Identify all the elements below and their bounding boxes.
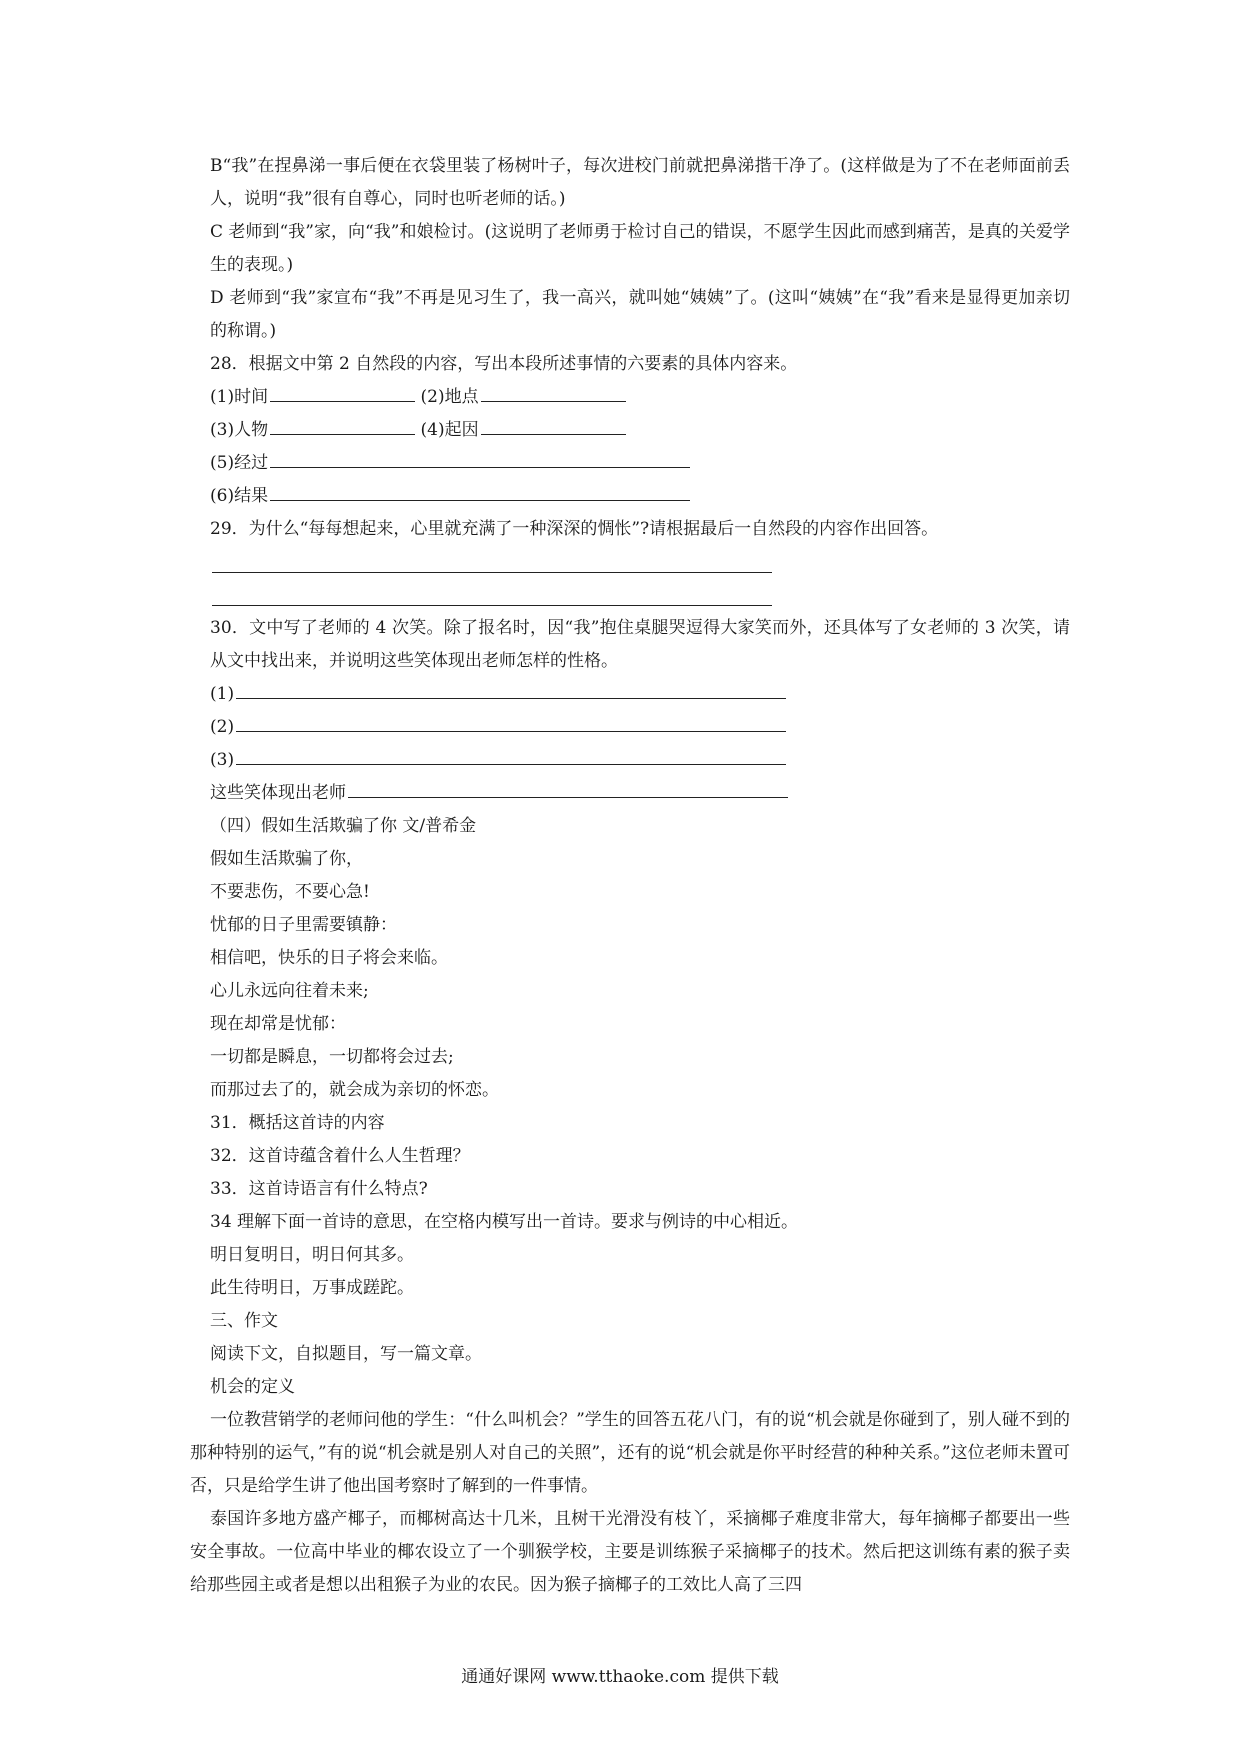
- answer-blank[interactable]: [236, 680, 786, 699]
- q30-row-3: [190, 744, 1070, 777]
- answer-blank[interactable]: [212, 554, 772, 573]
- example-poem-line: 明日复明日，明日何其多。: [210, 1245, 414, 1265]
- q29-answer-line-2: [190, 579, 1070, 612]
- section-3-title: 三、作文: [210, 1311, 278, 1331]
- q30-label-2: (2): [210, 717, 235, 737]
- answer-blank[interactable]: [481, 416, 626, 435]
- poem-line: 假如生活欺骗了你，: [210, 849, 363, 869]
- answer-blank[interactable]: [270, 482, 690, 501]
- q28-label-time: (1)时间: [210, 387, 269, 407]
- q28-row-3: [190, 447, 1070, 480]
- q28-label-place: (2)地点: [420, 387, 479, 407]
- q30-row-1: [190, 678, 1070, 711]
- question-31: 31．概括这首诗的内容: [210, 1113, 385, 1133]
- option-b: B“我”在捏鼻涕一事后便在衣袋里装了杨树叶子，每次进校门前就把鼻涕揩干净了。(这样做是为了不在老师面前丢人，说明“我”很有自尊心，同时也听老师的话。): [210, 156, 1070, 209]
- q28-label-people: (3)人物: [210, 420, 269, 440]
- poem-line: 一切都是瞬息，一切都将会过去;: [210, 1047, 454, 1067]
- answer-blank[interactable]: [481, 383, 626, 402]
- answer-blank[interactable]: [236, 713, 786, 732]
- q30-row-2: [190, 711, 1070, 744]
- question-28: 28．根据文中第 2 自然段的内容，写出本段所述事情的六要素的具体内容来。: [210, 354, 798, 374]
- answer-blank[interactable]: [212, 587, 772, 606]
- q30-label-3: (3): [210, 750, 235, 770]
- page-footer: 通通好课网 www.tthaoke.com 提供下载: [461, 1667, 779, 1687]
- q30-label-1: (1): [210, 684, 235, 704]
- option-c: C 老师到“我”家，向“我”和娘检讨。(这说明了老师勇于检讨自己的错误，不愿学生因此而感到痛苦，是真的关爱学生的表现。): [210, 222, 1070, 275]
- answer-blank[interactable]: [270, 383, 415, 402]
- question-32: 32．这首诗蕴含着什么人生哲理？: [210, 1146, 470, 1166]
- answer-blank[interactable]: [348, 779, 788, 798]
- question-30: 30．文中写了老师的 4 次笑。除了报名时，因“我”抱住桌腿哭逗得大家笑而外，还具体写了女老师的 3 次笑，请从文中找出来，并说明这些笑体现出老师怎样的性格。: [210, 618, 1070, 671]
- q28-label-process: (5)经过: [210, 453, 269, 473]
- option-d: D 老师到“我”家宣布“我”不再是见习生了，我一高兴，就叫她“姨姨”了。(这叫“姨姨”在“我”看来是显得更加亲切的称谓。): [210, 288, 1070, 341]
- example-poem-line: 此生待明日，万事成蹉跎。: [210, 1278, 414, 1298]
- poem-line: 心儿永远向往着未来;: [210, 981, 369, 1001]
- q28-label-cause: (4)起因: [420, 420, 479, 440]
- q28-row-4: [190, 480, 1070, 513]
- question-33: 33．这首诗语言有什么特点?: [210, 1179, 428, 1199]
- poem-line: 而那过去了的，就会成为亲切的怀恋。: [210, 1080, 499, 1100]
- essay-paragraph: 泰国许多地方盛产椰子，而椰树高达十几米，且树干光滑没有枝丫，采摘椰子难度非常大，每年摘椰子都要出一些安全事故。一位高中毕业的椰农设立了一个驯猴学校，主要是训练猴子采摘椰子的技术。然后把这训练有素的猴子卖给那些园主或者是想以出租猴子为业的农民。因为猴子摘椰子的工效比人高了三四: [190, 1509, 1070, 1595]
- essay-paragraph: 一位教营销学的老师问他的学生：“什么叫机会？”学生的回答五花八门，有的说“机会就是你碰到了，别人碰不到的那种特别的运气，”有的说“机会就是别人对自己的关照”，还有的说“机会就是你平时经营的种种关系。”这位老师未置可否，只是给学生讲了他出国考察时了解到的一件事情。: [190, 1410, 1070, 1496]
- poem-line: 现在却常是忧郁：: [210, 1014, 346, 1034]
- answer-blank[interactable]: [270, 416, 415, 435]
- poem-line: 忧郁的日子里需要镇静：: [210, 915, 397, 935]
- q29-answer-line-1: [190, 546, 1070, 579]
- poem-line: 相信吧，快乐的日子将会来临。: [210, 948, 448, 968]
- poem-line: 不要悲伤，不要心急!: [210, 882, 370, 902]
- answer-blank[interactable]: [270, 449, 690, 468]
- question-34: 34 理解下面一首诗的意思，在空格内模写出一首诗。要求与例诗的中心相近。: [210, 1212, 799, 1232]
- q28-row-1: [190, 381, 1070, 414]
- answer-blank[interactable]: [236, 746, 786, 765]
- q30-summary-row: [190, 777, 1070, 810]
- essay-instruction: 阅读下文，自拟题目，写一篇文章。: [210, 1344, 482, 1364]
- q28-label-result: (6)结果: [210, 486, 269, 506]
- q28-row-2: [190, 414, 1070, 447]
- section-4-title: （四）假如生活欺骗了你 文/普希金: [210, 816, 477, 836]
- q30-summary-label: 这些笑体现出老师: [210, 783, 346, 803]
- question-29: 29．为什么“每每想起来，心里就充满了一种深深的惆怅”?请根据最后一自然段的内容作出回答。: [210, 519, 939, 539]
- essay-title: 机会的定义: [210, 1377, 295, 1397]
- document-body: [190, 150, 1070, 1602]
